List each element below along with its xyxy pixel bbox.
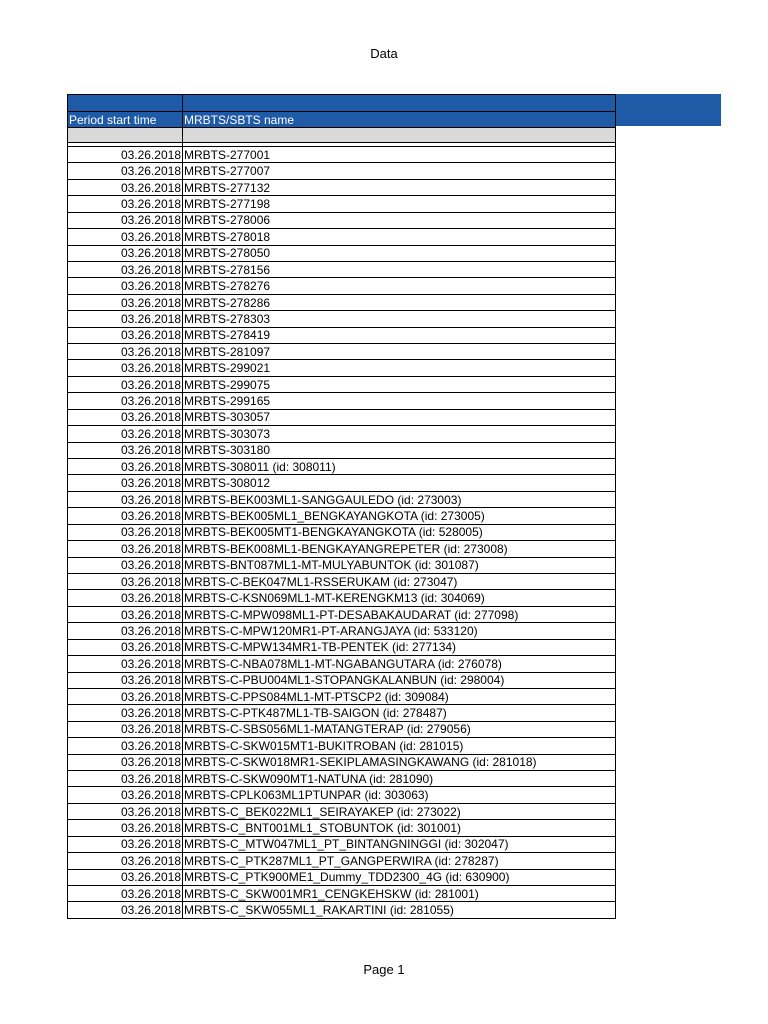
table-row xyxy=(68,820,616,836)
mrbts-name-cell: MRBTS-C-BEK047ML1-RSSERUKAM (id: 273047) xyxy=(183,573,616,589)
data-table xyxy=(67,94,616,919)
table-row xyxy=(68,212,616,228)
table-row xyxy=(68,261,616,277)
period-cell: 03.26.2018 xyxy=(68,147,183,163)
period-cell: 03.26.2018 xyxy=(68,705,183,721)
mrbts-name-cell: MRBTS-308012 xyxy=(183,475,616,491)
table-row xyxy=(68,376,616,392)
period-cell: 03.26.2018 xyxy=(68,376,183,392)
table-row xyxy=(68,475,616,491)
period-cell: 03.26.2018 xyxy=(68,885,183,901)
table-row xyxy=(68,294,616,310)
period-cell: 03.26.2018 xyxy=(68,606,183,622)
mrbts-name-cell: MRBTS-BEK005ML1_BENGKAYANGKOTA (id: 273005) xyxy=(183,508,616,524)
table-row xyxy=(68,459,616,475)
mrbts-name-cell: MRBTS-C-MPW134MR1-TB-PENTEK (id: 277134) xyxy=(183,639,616,655)
mrbts-name-cell: MRBTS-BNT087ML1-MT-MULYABUNTOK (id: 301087) xyxy=(183,557,616,573)
period-cell: 03.26.2018 xyxy=(68,393,183,409)
period-cell: 03.26.2018 xyxy=(68,853,183,869)
period-cell: 03.26.2018 xyxy=(68,738,183,754)
period-cell: 03.26.2018 xyxy=(68,179,183,195)
period-cell: 03.26.2018 xyxy=(68,163,183,179)
mrbts-name-cell: MRBTS-C-KSN069ML1-MT-KERENGKM13 (id: 304069) xyxy=(183,590,616,606)
table-row xyxy=(68,426,616,442)
table-row xyxy=(68,705,616,721)
period-cell: 03.26.2018 xyxy=(68,573,183,589)
table-row xyxy=(68,787,616,803)
period-cell: 03.26.2018 xyxy=(68,869,183,885)
period-cell: 03.26.2018 xyxy=(68,803,183,819)
mrbts-name-cell: MRBTS-303073 xyxy=(183,426,616,442)
period-cell: 03.26.2018 xyxy=(68,278,183,294)
mrbts-name-cell: MRBTS-C_SKW001MR1_CENGKEHSKW (id: 281001) xyxy=(183,885,616,901)
page-title: Data xyxy=(370,46,398,61)
mrbts-name-cell: MRBTS-278276 xyxy=(183,278,616,294)
table-row xyxy=(68,853,616,869)
filter-cell xyxy=(68,128,183,143)
period-cell: 03.26.2018 xyxy=(68,656,183,672)
table-row xyxy=(68,327,616,343)
table-row xyxy=(68,869,616,885)
period-cell: 03.26.2018 xyxy=(68,754,183,770)
period-cell: 03.26.2018 xyxy=(68,327,183,343)
mrbts-name-cell: MRBTS-278419 xyxy=(183,327,616,343)
mrbts-name-cell: MRBTS-BEK008ML1-BENGKAYANGREPETER (id: 273008) xyxy=(183,541,616,557)
period-cell: 03.26.2018 xyxy=(68,459,183,475)
mrbts-name-cell: MRBTS-278156 xyxy=(183,261,616,277)
mrbts-name-cell: MRBTS-C-MPW098ML1-PT-DESABAKAUDARAT (id: 277098) xyxy=(183,606,616,622)
period-cell: 03.26.2018 xyxy=(68,771,183,787)
table-row xyxy=(68,508,616,524)
period-cell: 03.26.2018 xyxy=(68,442,183,458)
name-header: MRBTS/SBTS name xyxy=(183,112,616,128)
table-row xyxy=(68,442,616,458)
mrbts-name-cell: MRBTS-308011 (id: 308011) xyxy=(183,459,616,475)
period-cell: 03.26.2018 xyxy=(68,261,183,277)
period-cell: 03.26.2018 xyxy=(68,409,183,425)
period-cell: 03.26.2018 xyxy=(68,721,183,737)
table-row xyxy=(68,245,616,261)
table-row xyxy=(68,623,616,639)
table-row xyxy=(68,885,616,901)
top-cell xyxy=(68,95,183,112)
table-row xyxy=(68,541,616,557)
mrbts-name-cell: MRBTS-277007 xyxy=(183,163,616,179)
period-cell: 03.26.2018 xyxy=(68,688,183,704)
period-cell: 03.26.2018 xyxy=(68,836,183,852)
mrbts-name-cell: MRBTS-C-NBA078ML1-MT-NGABANGUTARA (id: 276078) xyxy=(183,656,616,672)
filter-cell xyxy=(183,128,616,143)
mrbts-name-cell: MRBTS-299075 xyxy=(183,376,616,392)
mrbts-name-cell: MRBTS-303057 xyxy=(183,409,616,425)
mrbts-name-cell: MRBTS-CPLK063ML1PTUNPAR (id: 303063) xyxy=(183,787,616,803)
period-header: Period start time xyxy=(68,112,183,128)
mrbts-name-cell: MRBTS-C_BNT001ML1_STOBUNTOK (id: 301001) xyxy=(183,820,616,836)
mrbts-name-cell: MRBTS-303180 xyxy=(183,442,616,458)
page-footer: Page 1 xyxy=(363,962,405,977)
table-row xyxy=(68,803,616,819)
mrbts-name-cell: MRBTS-C_PTK900ME1_Dummy_TDD2300_4G (id: 630900) xyxy=(183,869,616,885)
table-row xyxy=(68,491,616,507)
period-cell: 03.26.2018 xyxy=(68,524,183,540)
table-row xyxy=(68,721,616,737)
mrbts-name-cell: MRBTS-299165 xyxy=(183,393,616,409)
mrbts-name-cell: MRBTS-C-MPW120MR1-PT-ARANGJAYA (id: 533120) xyxy=(183,623,616,639)
period-cell: 03.26.2018 xyxy=(68,787,183,803)
period-cell: 03.26.2018 xyxy=(68,902,183,918)
period-cell: 03.26.2018 xyxy=(68,212,183,228)
table-row xyxy=(68,360,616,376)
mrbts-name-cell: MRBTS-C-PBU004ML1-STOPANGKALANBUN (id: 298004) xyxy=(183,672,616,688)
period-cell: 03.26.2018 xyxy=(68,426,183,442)
mrbts-name-cell: MRBTS-C_SKW055ML1_RAKARTINI (id: 281055) xyxy=(183,902,616,918)
table-row xyxy=(68,179,616,195)
period-cell: 03.26.2018 xyxy=(68,557,183,573)
period-cell: 03.26.2018 xyxy=(68,294,183,310)
mrbts-name-cell: MRBTS-277132 xyxy=(183,179,616,195)
period-cell: 03.26.2018 xyxy=(68,229,183,245)
mrbts-name-cell: MRBTS-278018 xyxy=(183,229,616,245)
period-cell: 03.26.2018 xyxy=(68,491,183,507)
table-row xyxy=(68,524,616,540)
period-cell: 03.26.2018 xyxy=(68,344,183,360)
table-header-row xyxy=(68,112,616,128)
period-cell: 03.26.2018 xyxy=(68,360,183,376)
mrbts-name-cell: MRBTS-C-PPS084ML1-MT-PTSCP2 (id: 309084) xyxy=(183,688,616,704)
period-cell: 03.26.2018 xyxy=(68,541,183,557)
top-cell xyxy=(183,95,616,112)
table-top-row xyxy=(68,95,616,112)
table-row xyxy=(68,688,616,704)
mrbts-name-cell: MRBTS-277198 xyxy=(183,196,616,212)
table-row xyxy=(68,672,616,688)
mrbts-name-cell: MRBTS-278286 xyxy=(183,294,616,310)
period-cell: 03.26.2018 xyxy=(68,623,183,639)
table-row xyxy=(68,639,616,655)
mrbts-name-cell: MRBTS-C-SKW018MR1-SEKIPLAMASINGKAWANG (id: 281018) xyxy=(183,754,616,770)
period-cell: 03.26.2018 xyxy=(68,311,183,327)
period-cell: 03.26.2018 xyxy=(68,590,183,606)
table-row xyxy=(68,196,616,212)
mrbts-name-cell: MRBTS-BEK003ML1-SANGGAULEDO (id: 273003) xyxy=(183,491,616,507)
period-cell: 03.26.2018 xyxy=(68,508,183,524)
period-cell: 03.26.2018 xyxy=(68,196,183,212)
mrbts-name-cell: MRBTS-C_BEK022ML1_SEIRAYAKEP (id: 273022) xyxy=(183,803,616,819)
table-row xyxy=(68,573,616,589)
period-cell: 03.26.2018 xyxy=(68,672,183,688)
period-cell: 03.26.2018 xyxy=(68,639,183,655)
table-row xyxy=(68,656,616,672)
table-row xyxy=(68,606,616,622)
table-row xyxy=(68,738,616,754)
mrbts-name-cell: MRBTS-C_MTW047ML1_PT_BINTANGNINGGI (id: 302047) xyxy=(183,836,616,852)
table-row xyxy=(68,771,616,787)
table-row xyxy=(68,311,616,327)
table-row xyxy=(68,590,616,606)
mrbts-name-cell: MRBTS-299021 xyxy=(183,360,616,376)
period-cell: 03.26.2018 xyxy=(68,820,183,836)
table-row xyxy=(68,409,616,425)
table-row xyxy=(68,902,616,918)
table-row xyxy=(68,229,616,245)
mrbts-name-cell: MRBTS-BEK005MT1-BENGKAYANGKOTA (id: 528005) xyxy=(183,524,616,540)
table-row xyxy=(68,754,616,770)
mrbts-name-cell: MRBTS-C_PTK287ML1_PT_GANGPERWIRA (id: 278287) xyxy=(183,853,616,869)
mrbts-name-cell: MRBTS-C-SBS056ML1-MATANGTERAP (id: 279056) xyxy=(183,721,616,737)
mrbts-name-cell: MRBTS-278006 xyxy=(183,212,616,228)
mrbts-name-cell: MRBTS-281097 xyxy=(183,344,616,360)
table-row xyxy=(68,557,616,573)
table-filter-row xyxy=(68,128,616,143)
table-row xyxy=(68,163,616,179)
mrbts-name-cell: MRBTS-C-PTK487ML1-TB-SAIGON (id: 278487) xyxy=(183,705,616,721)
period-cell: 03.26.2018 xyxy=(68,245,183,261)
mrbts-name-cell: MRBTS-278303 xyxy=(183,311,616,327)
period-cell: 03.26.2018 xyxy=(68,475,183,491)
mrbts-name-cell: MRBTS-277001 xyxy=(183,147,616,163)
mrbts-name-cell: MRBTS-278050 xyxy=(183,245,616,261)
table-row xyxy=(68,393,616,409)
mrbts-name-cell: MRBTS-C-SKW015MT1-BUKITROBAN (id: 281015) xyxy=(183,738,616,754)
table-row xyxy=(68,836,616,852)
table-row xyxy=(68,344,616,360)
table-row xyxy=(68,278,616,294)
table-row xyxy=(68,147,616,163)
mrbts-name-cell: MRBTS-C-SKW090MT1-NATUNA (id: 281090) xyxy=(183,771,616,787)
